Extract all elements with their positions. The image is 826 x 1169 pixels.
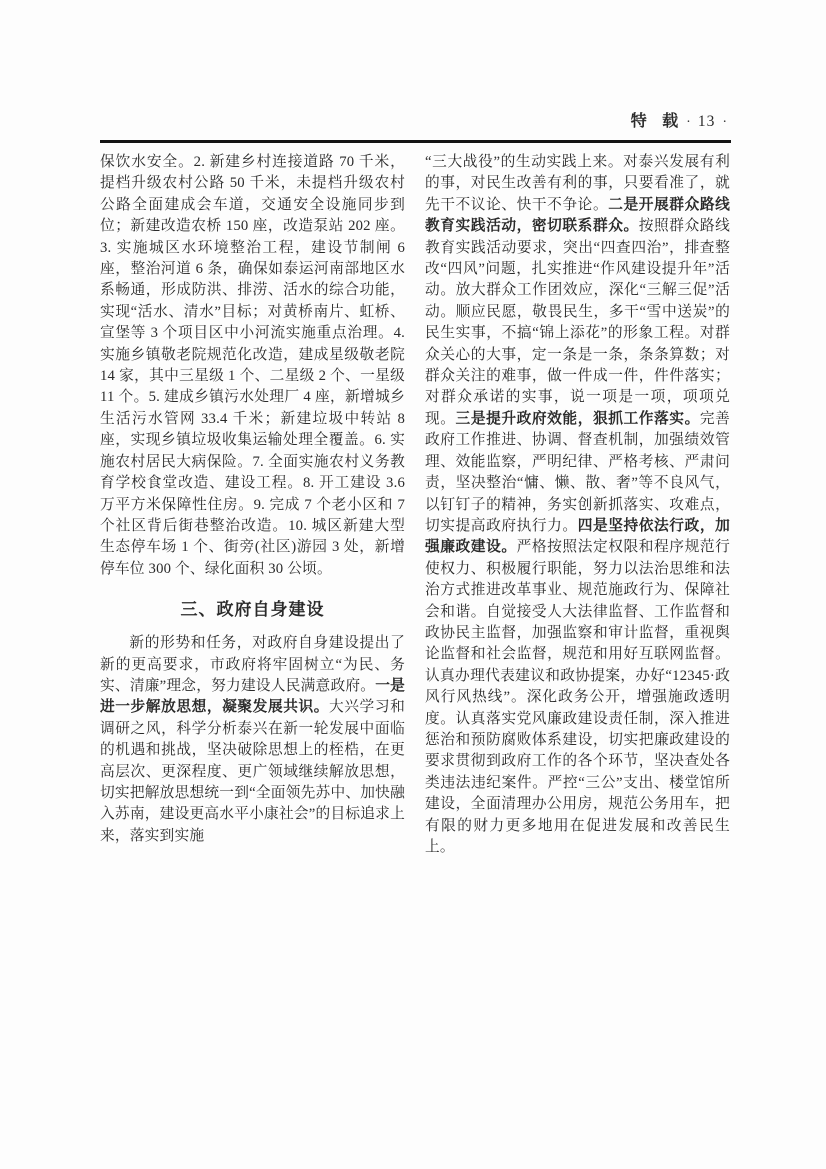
header-rule	[100, 140, 731, 143]
header-section-title: 特 载	[630, 113, 680, 130]
header-dot-right: ·	[722, 115, 727, 130]
lead-in-emphasis-one: 一是进一步解放思想，凝聚发展共识。	[100, 677, 405, 716]
text-segment: 严格按照法定权限和程序规范行使权力、积极履行职能，努力以法治思维和法治方式推进改革事业、规范施政行为、保障社会和谐。自觉接受人大法律监督、工作监督和政协民主监督，加强监察和审计监督，重视舆论监督和社会监督，规范和用好互联网监督。认真办理代表建议和政协提案，办好“12345·政风行风热线”。深化政务公开，增强施政透明度。认真落实党风廉政建设责任制，深入推进惩治和预防腐败体系建设，切实把廉政建设的要求贯彻到政府工作的各个环节，坚决查处各类违法违纪案件。严控“三公”支出、楼堂馆所建设，全面清理办公用房，规范公务用车，把有限的财力更多地用在促进发展和改善民生上。	[425, 539, 731, 855]
lead-in-emphasis-four: 四是坚持依法行政，加强廉政建设。	[425, 517, 730, 556]
text-segment: 完善政府工作推进、协调、督查机制，加强绩效管理、效能监察，严明纪律、严格考核、严肃问责，坚决整治“慵、懒、散、奢”等不良风气，以钉钉子的精神，务实创新抓落实、攻难点，切实提高政府执行力。	[425, 410, 730, 534]
text-segment: “三大战役”的生动实践上来。对泰兴发展有利的事，对民生改善有利的事，只要看准了，就先干不议论、快干不争论。	[425, 154, 730, 213]
right-column	[425, 152, 730, 858]
achievements-numbered-list-paragraph: 保饮水安全。2. 新建乡村连接道路 70 千米，提档升级农村公路 50 千米，未提档升级农村公路全面建成会车道，交通安全设施同步到位；新建改造农桥 150 座，改造泵站 202 座。3. 实施城区水环境整治工程，建设节制闸 6 座，整治河道 6 条，确保如泰运河南部地区水系畅通，形成防洪、排涝、活水的综合功能，实现“活水、清水”目标；对黄桥南片、虹桥、宣堡等 3 个项目区中小河流实施重点治理。4. 实施乡镇敬老院规范化改造，建成星级敬老院 14 家，其中三星级 1 个、二星级 2 个、一星级 11 个。5. 建成乡镇污水处理厂 4 座，新增城乡生活污水管网 33.4 千米；新建垃圾中转站 8 座，实现乡镇垃圾收集运输处理全覆盖。6. 实施农村居民大病保险。7. 全面实施农村义务教育学校食堂改造、建设工程。8. 开工建设 3.6 万平方米保障性住房。9. 完成 7 个老小区和 7 个社区背后街巷整治改造。10. 城区新建大型生态停车场 1 个、街旁(社区)游园 3 处，新增停车位 300 个、绿化面积 30 公顷。	[100, 154, 405, 577]
text-segment: 大兴学习和调研之风，科学分析泰兴在新一轮发展中面临的机遇和挑战，坚决破除思想上的桎梏，在更高层次、更深程度、更广领域继续解放思想，切实把解放思想统一到“全面领先苏中、加快融入苏南，建设更高水平小康社会”的目标追求上来，落实到实施	[100, 699, 405, 844]
gov-self-building-paragraph-continued	[425, 152, 730, 858]
left-column	[100, 152, 405, 858]
text-segment: 按照群众路线教育实践活动要求，突出“四查四治”，排查整改“四风”问题，扎实推进“作风建设提升年”活动。放大群众工作团效应，深化“三解三促”活动。顺应民愿，敬畏民生，多干“雪中送炭”的民生实事，不搞“锦上添花”的形象工程。对群众关心的大事，定一条是一条，条条算数；对群众关注的难事，做一件成一件，件件落实；对群众承诺的实事，说一项是一项，项项兑现。	[425, 218, 730, 427]
gov-self-building-paragraph-start	[100, 633, 405, 847]
two-column-text-body	[100, 152, 731, 858]
header-page-number: 13	[697, 113, 716, 130]
page-header	[100, 108, 731, 140]
lead-in-emphasis-three: 三是提升政府效能，狠抓工作落实。	[455, 410, 700, 427]
lead-in-emphasis-two: 二是开展群众路线教育实践活动，密切联系群众。	[425, 196, 731, 235]
text-segment: 新的形势和任务，对政府自身建设提出了新的更高要求，市政府将牢固树立“为民、务实、清廉”理念，努力建设人民满意政府。	[100, 635, 405, 694]
header-dot-left: ·	[686, 115, 691, 130]
section-heading: 三、政府自身建设	[180, 600, 325, 620]
